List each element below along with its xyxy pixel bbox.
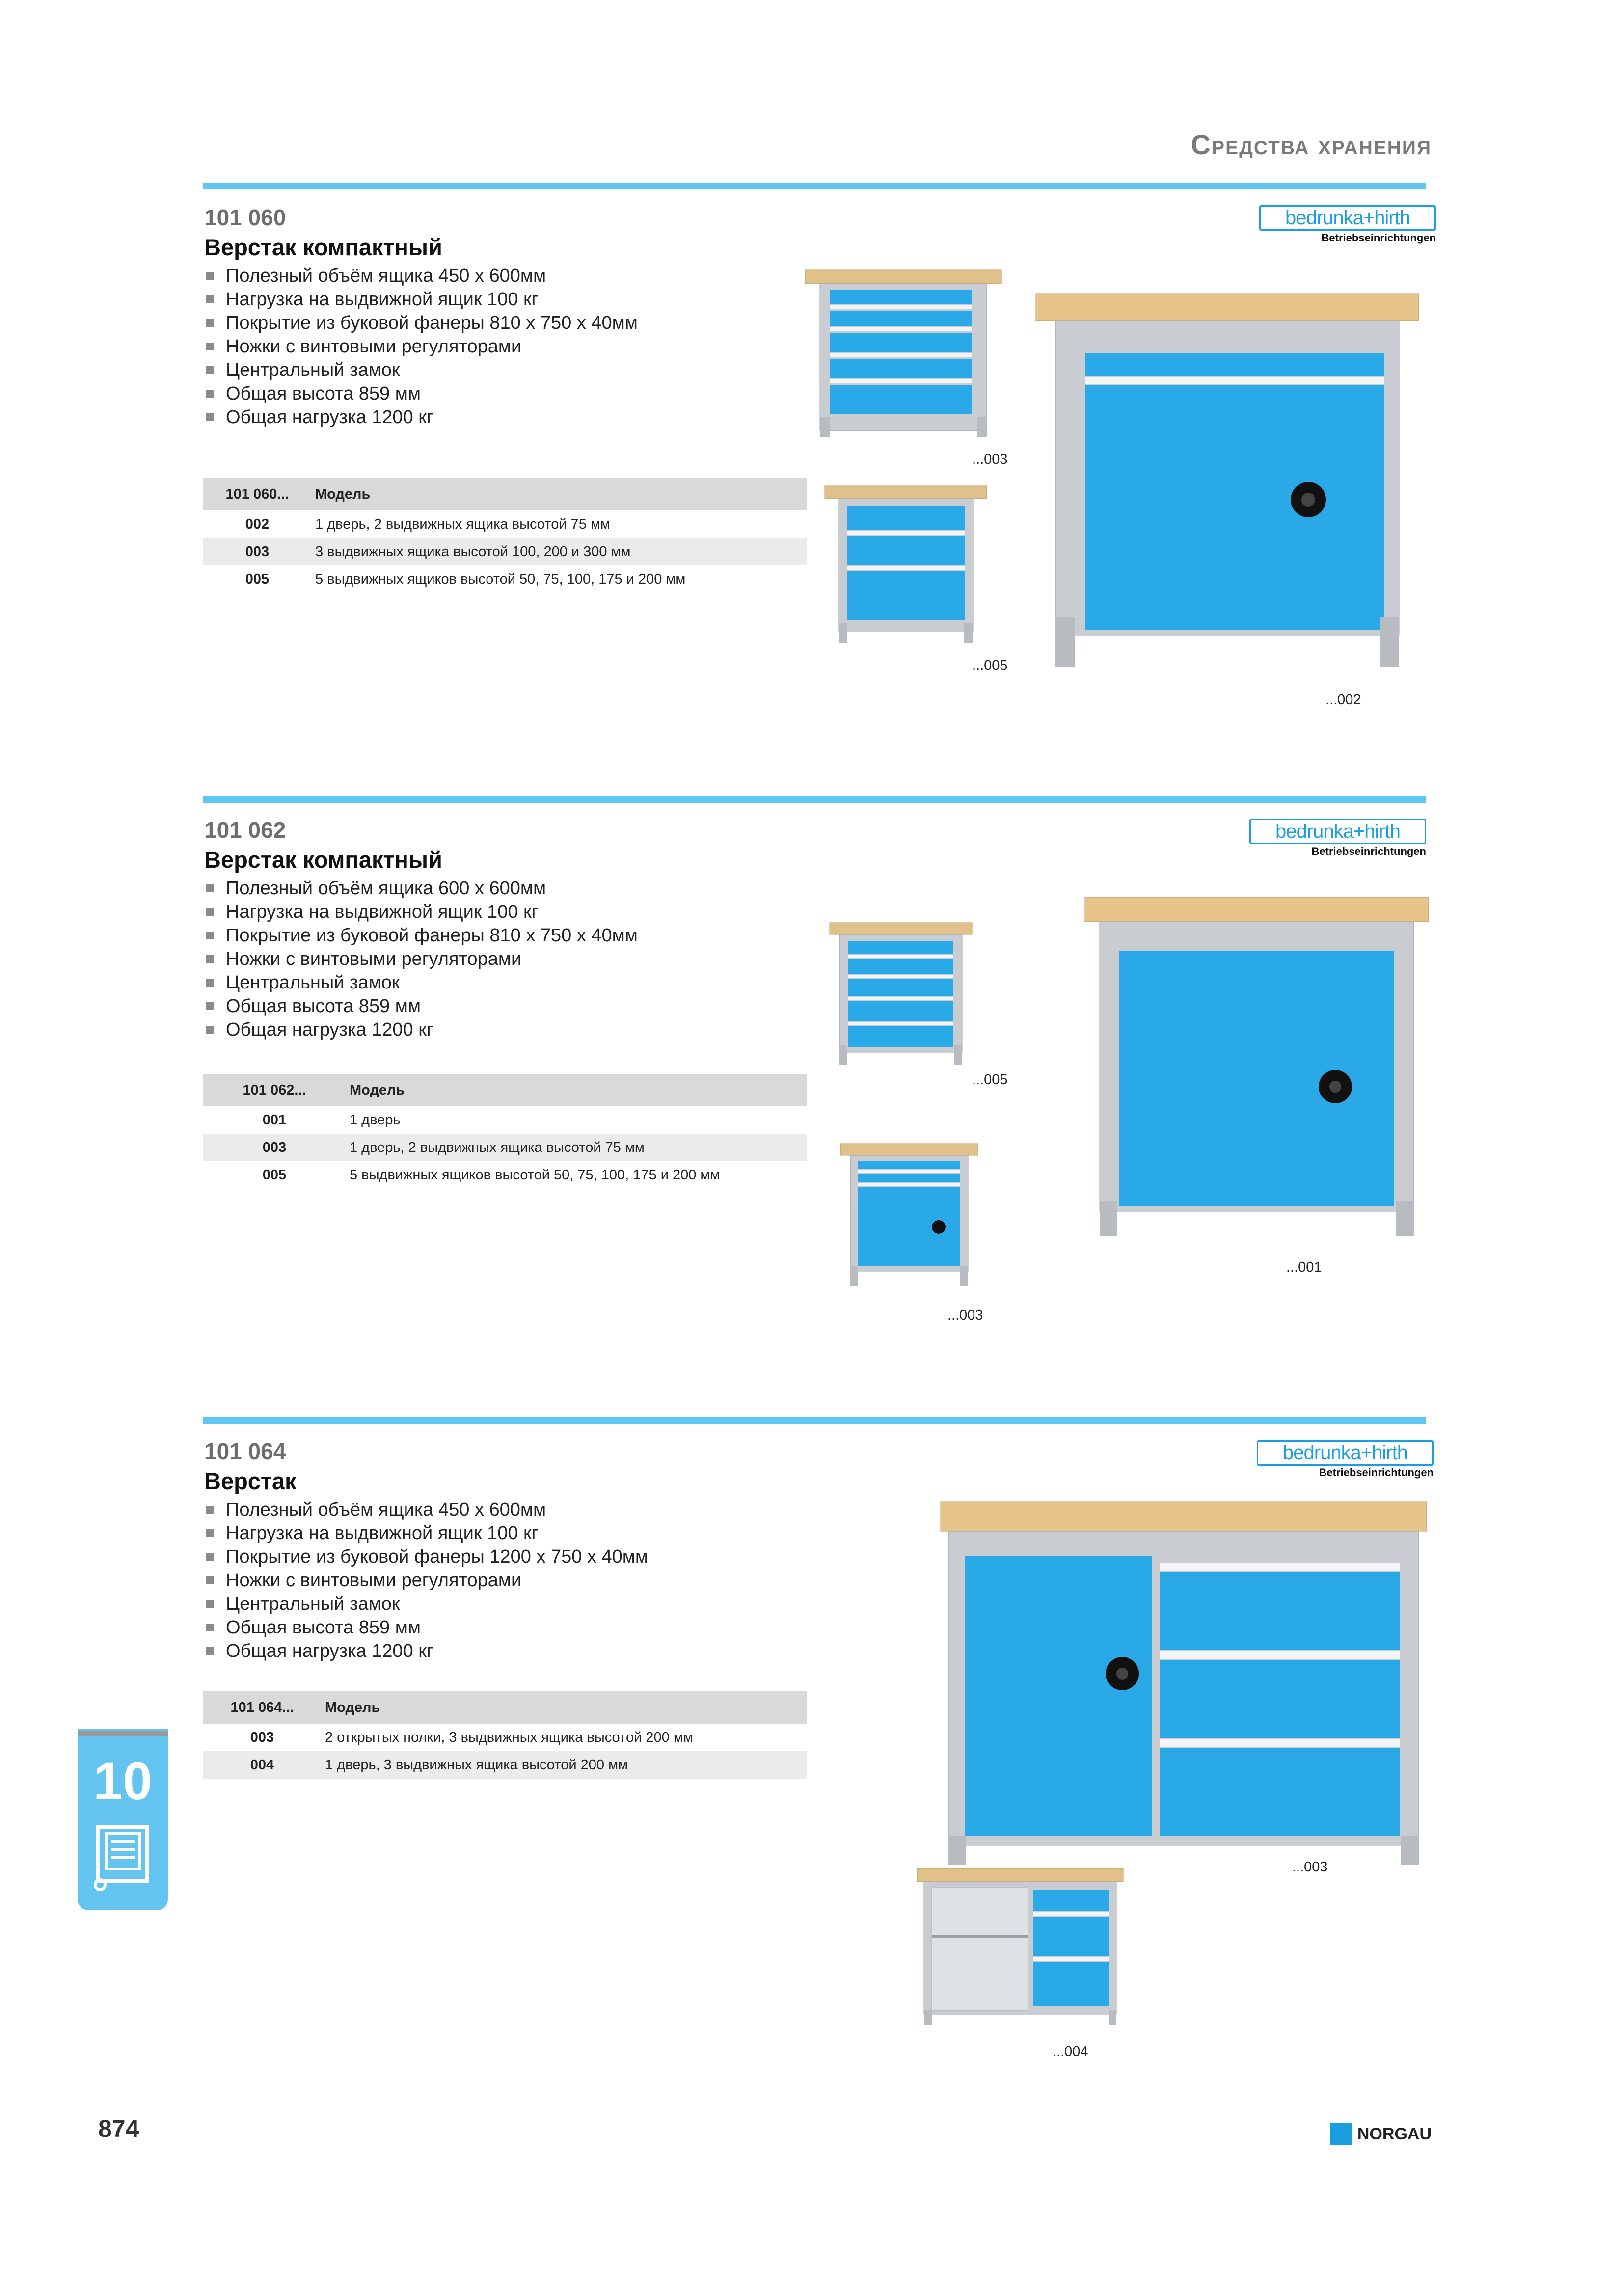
feature-item: Нагрузка на выдвижной ящик 100 кг (204, 900, 638, 924)
image-label: ...004 (1053, 2044, 1088, 2059)
feature-item: Полезный объём ящика 600 x 600мм (204, 877, 638, 900)
table-header: 101 062... Модель (203, 1074, 807, 1106)
feature-item: Полезный объём ящика 450 x 600мм (204, 1498, 648, 1522)
model-table (203, 1074, 807, 1189)
workbench-image-005 (830, 923, 972, 1065)
feature-list (204, 877, 638, 1041)
workbench-image-003 (840, 1144, 978, 1286)
table-header: 101 064... Модель (203, 1691, 807, 1724)
bedrunka-hirth-logo: bedrunka+hirth Betriebseinrichtungen (1257, 1440, 1434, 1479)
page-header-title: Средства хранения (1190, 129, 1432, 160)
feature-item: Нагрузка на выдвижной ящик 100 кг (204, 1522, 648, 1545)
bedrunka-hirth-logo: bedrunka+hirth Betriebseinrichtungen (1259, 205, 1436, 244)
section-divider (203, 796, 1426, 803)
bedrunka-hirth-logo: bedrunka+hirth Betriebseinrichtungen (1249, 819, 1426, 858)
feature-item: Общая высота 859 мм (204, 994, 638, 1018)
model-table (203, 1691, 807, 1779)
feature-item: Центральный замок (204, 1592, 648, 1616)
chapter-number: 10 (93, 1751, 153, 1811)
feature-item: Общая нагрузка 1200 кг (204, 1018, 638, 1041)
feature-item: Покрытие из буковой фанеры 810 x 750 x 40мм (204, 924, 638, 947)
image-label: ...005 (972, 658, 1008, 673)
table-row: 005 5 выдвижных ящиков высотой 50, 75, 100, 175 и 200 мм (245, 571, 686, 587)
image-label: ...005 (972, 1072, 1008, 1088)
image-label: ...001 (1286, 1259, 1322, 1275)
product-name: Верстак компактный (204, 847, 442, 873)
table-row: 003 2 открытых полки, 3 выдвижных ящика высотой 200 мм (250, 1729, 693, 1745)
workbench-image-005 (825, 486, 987, 643)
feature-list (204, 1498, 648, 1663)
feature-item: Ножки с винтовыми регуляторами (204, 947, 638, 971)
page-number: 874 (98, 2115, 139, 2142)
workbench-image-001 (1085, 897, 1429, 1236)
workbench-image-002 (1036, 294, 1419, 667)
section-divider (203, 1417, 1426, 1424)
table-row: 003 1 дверь, 2 выдвижных ящика высотой 75 мм (203, 1134, 807, 1161)
feature-item: Полезный объём ящика 450 x 600мм (204, 264, 638, 288)
workbench-image-003 (805, 270, 1001, 442)
product-name: Верстак компактный (204, 234, 442, 260)
feature-item: Центральный замок (204, 971, 638, 994)
chapter-tab-divider (78, 1731, 168, 1736)
image-label: ...002 (1325, 692, 1361, 708)
table-row: 003 3 выдвижных ящика высотой 100, 200 и 300 мм (203, 538, 807, 565)
feature-item: Общая высота 859 мм (204, 1616, 648, 1639)
workbench-image-004 (917, 1868, 1123, 2025)
brand-square-icon (1330, 2123, 1352, 2145)
product-name: Верстак (204, 1468, 297, 1494)
image-label: ...003 (972, 452, 1008, 467)
image-label: ...003 (1292, 1859, 1328, 1875)
product-code: 101 060 (204, 205, 286, 230)
feature-item: Покрытие из буковой фанеры 1200 x 750 x 40мм (204, 1545, 648, 1569)
feature-item: Общая нагрузка 1200 кг (204, 1639, 648, 1663)
feature-item: Покрытие из буковой фанеры 810 x 750 x 40мм (204, 311, 638, 335)
table-row: 005 5 выдвижных ящиков высотой 50, 75, 100, 175 и 200 мм (262, 1167, 720, 1183)
feature-item: Общая нагрузка 1200 кг (204, 405, 638, 429)
feature-list (204, 264, 638, 429)
feature-item: Центральный замок (204, 358, 638, 382)
table-row: 001 1 дверь (262, 1112, 401, 1128)
workbench-image-003 (941, 1502, 1427, 1865)
table-row: 002 1 дверь, 2 выдвижных ящика высотой 75 мм (245, 516, 610, 532)
brand-logo: NORGAU (1330, 2123, 1432, 2145)
table-header: 101 060... Модель (203, 478, 807, 510)
product-code: 101 062 (204, 817, 286, 843)
image-label: ...003 (947, 1308, 983, 1323)
model-table (203, 478, 807, 593)
feature-item: Ножки с винтовыми регуляторами (204, 1569, 648, 1592)
feature-item: Общая высота 859 мм (204, 382, 638, 405)
feature-item: Нагрузка на выдвижной ящик 100 кг (204, 288, 638, 311)
table-row: 004 1 дверь, 3 выдвижных ящика высотой 200 мм (203, 1751, 807, 1779)
cabinet-icon (93, 1824, 152, 1893)
section-divider (203, 183, 1426, 189)
product-code: 101 064 (204, 1439, 286, 1464)
feature-item: Ножки с винтовыми регуляторами (204, 335, 638, 358)
